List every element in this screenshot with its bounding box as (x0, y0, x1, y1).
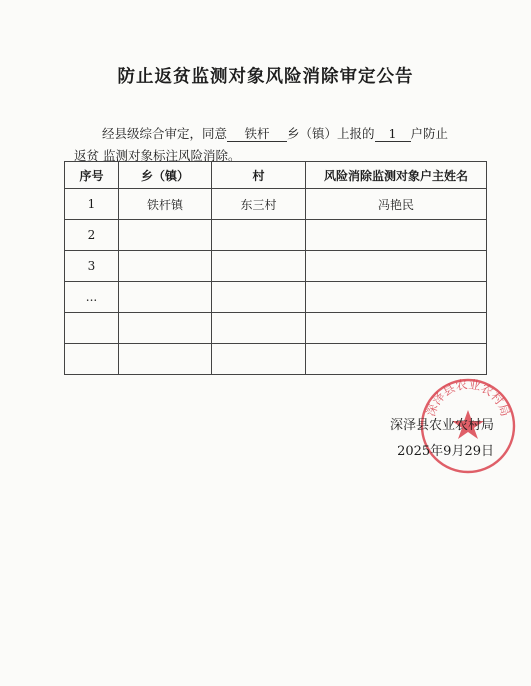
count-fill: 1 (375, 126, 411, 142)
para-text-3: 户防止 (410, 126, 449, 141)
cell-town (119, 282, 212, 313)
cell-index: 3 (65, 251, 119, 282)
cell-index (65, 344, 119, 375)
table-row (65, 220, 487, 251)
cell-village: 东三村 (212, 189, 306, 220)
table-row (65, 189, 487, 220)
cell-village (212, 251, 306, 282)
issuing-org: 深泽县农业农村局 (389, 418, 494, 433)
table-row (65, 344, 487, 375)
table-row (65, 282, 487, 313)
header-town: 乡（镇） (119, 162, 212, 189)
table-header-row (65, 162, 487, 189)
cell-village (212, 313, 306, 344)
signature-block (310, 413, 494, 465)
cell-village (212, 344, 306, 375)
header-village: 村 (212, 162, 306, 189)
town-fill: 铁杆 (227, 126, 287, 142)
cell-town (119, 220, 212, 251)
table-row (65, 251, 487, 282)
cell-index (65, 313, 119, 344)
cell-town (119, 313, 212, 344)
cell-village (212, 282, 306, 313)
cell-town: 铁杆镇 (119, 189, 212, 220)
cell-village (212, 220, 306, 251)
cell-index: ... (65, 282, 119, 313)
notice-title: 防止返贫监测对象风险消除审定公告 (117, 67, 414, 87)
para-text-4: 返贫 监测对象标注风险消除。 (74, 148, 241, 163)
object-table (64, 161, 487, 375)
cell-householder (306, 344, 487, 375)
cell-householder (306, 251, 487, 282)
header-index: 序号 (65, 162, 119, 189)
para-text-2: 乡（镇）上报的 (287, 126, 375, 141)
cell-householder: 冯艳民 (306, 189, 487, 220)
seal-text: 深泽县农业农村局 (423, 377, 513, 419)
cell-index: 2 (65, 220, 119, 251)
cell-householder (306, 313, 487, 344)
cell-householder (306, 220, 487, 251)
cell-town (119, 251, 212, 282)
cell-index: 1 (65, 189, 119, 220)
cell-householder (306, 282, 487, 313)
cell-town (119, 344, 212, 375)
issue-date: 2025年9月29日 (397, 444, 494, 459)
table-row (65, 313, 487, 344)
header-householder: 风险消除监测对象户主姓名 (306, 162, 487, 189)
para-text-1: 经县级综合审定，同意 (102, 126, 228, 141)
